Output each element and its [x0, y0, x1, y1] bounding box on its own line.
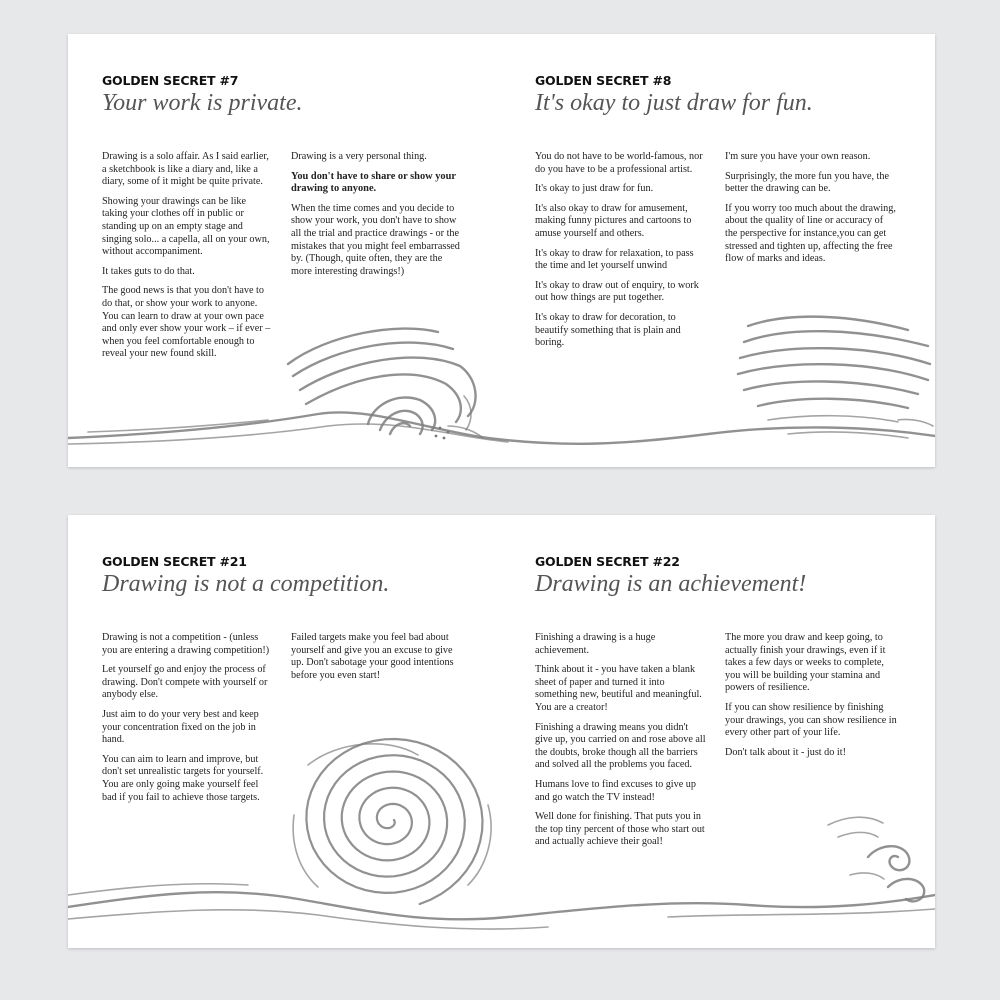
paragraph: If you worry too much about the drawing, about the quality of line or accuracy of the perspective for instance,you can get stressed and tighten up, affecting the free flow of marks and ideas.	[725, 202, 896, 265]
secret-heading: GOLDEN SECRET #7	[102, 73, 239, 88]
paragraph: Let yourself go and enjoy the process of drawing. Don't compete with yourself or anybody else.	[102, 664, 268, 701]
paragraph: Drawing is a very personal thing.	[291, 151, 427, 162]
secret-heading: GOLDEN SECRET #8	[535, 73, 672, 88]
paragraph: It's okay to draw for relaxation, to pass the time and let yourself unwind	[535, 247, 694, 272]
paragraph: It takes guts to do that.	[102, 265, 195, 277]
paragraph: Well done for finishing. That puts you in the top tiny percent of those who start out and actually achieve their goal!	[535, 811, 705, 848]
text-column-left	[535, 632, 707, 856]
paragraph: If you can show resilience by finishing your drawings, you can show resilience in every other part of your life.	[725, 701, 897, 739]
paragraph: Don't talk about it - just do it!	[725, 746, 846, 758]
paragraph: Showing your drawings can be like taking your clothes off in public or standing up on an empty stage and singing solo... a capella, all on your own, without accompaniment.	[102, 195, 270, 258]
paragraph: Humans love to find excuses to give up and go watch the TV instead!	[535, 778, 696, 803]
secret-subtitle: Drawing is an achievement!	[535, 571, 807, 597]
bold-paragraph: You don't have to share or show your drawing to anyone.	[291, 170, 456, 195]
paragraph: Drawing is a solo affair. As I said earlier, a sketchbook is like a diary and, like a diary, some of it might be quite private.	[102, 151, 269, 188]
book-spread-1	[68, 34, 935, 467]
secret-heading: GOLDEN SECRET #21	[102, 554, 247, 569]
secret-heading: GOLDEN SECRET #22	[535, 554, 680, 569]
paragraph: It's also okay to draw for amusement, making funny pictures and cartoons to amuse yourself and others.	[535, 202, 692, 239]
secret-subtitle: It's okay to just draw for fun.	[535, 90, 813, 116]
paragraph: I'm sure you have your own reason.	[725, 151, 871, 162]
paragraph: Just aim to do your very best and keep your concentration fixed on the job in hand.	[102, 708, 259, 746]
text-column-right	[291, 151, 463, 285]
paragraph: You do not have to be world-famous, nor do you have to be a professional artist.	[535, 151, 703, 175]
paragraph: Surprisingly, the more fun you have, the better the drawing can be.	[725, 170, 890, 195]
paragraph: Finishing a drawing means you didn't give up, you carried on and rose above all the doubts, broke though all the barriers and solved all the problems you faced.	[535, 721, 706, 771]
text-column-left	[102, 151, 274, 368]
paragraph: When the time comes and you decide to show your work, you don't have to show all the trial and practice drawings - or the mistakes that you might feel embarrassed by. (Though, quite often, they are the more interesting drawings!)	[291, 202, 460, 277]
paragraph: Failed targets make you feel bad about yourself and give you an excuse to give up. Don't sabotage your good intentions before you even start!	[291, 632, 454, 681]
text-column-right	[725, 632, 897, 766]
text-column-left	[535, 151, 707, 357]
page-golden-secret-7	[68, 34, 502, 467]
text-column-left	[102, 632, 274, 811]
text-column-right	[725, 151, 897, 273]
paragraph: It's okay to draw for decoration, to beautify something that is plain and boring.	[535, 311, 681, 349]
paragraph: Drawing is not a competition - (unless you are entering a drawing competition!)	[102, 632, 270, 656]
paragraph: The good news is that you don't have to do that, or show your work to anyone. You can learn to draw at your own pace and only ever show your work – if ever – when you feel comfortable enough to reveal your new found skill.	[102, 285, 271, 360]
paragraph: The more you draw and keep going, to actually finish your drawings, even if it takes a few days or weeks to complete, you will be building your stamina and powers of resilience.	[725, 632, 886, 694]
secret-subtitle: Your work is private.	[102, 90, 303, 116]
page-golden-secret-22	[501, 515, 935, 948]
page-golden-secret-8	[501, 34, 935, 467]
paragraph: You can aim to learn and improve, but don't set unrealistic targets for yourself. You are only going make yourself feel bad if you fail to achieve those targets.	[102, 753, 264, 803]
paragraph: Think about it - you have taken a blank sheet of paper and turned it into something new, beutiful and meaningful. You are a creator!	[535, 664, 702, 713]
paragraph: It's okay to just draw for fun.	[535, 183, 654, 195]
book-spread-2	[68, 515, 935, 948]
paragraph: Finishing a drawing is a huge achievement.	[535, 632, 656, 656]
text-column-right	[291, 632, 463, 689]
secret-subtitle: Drawing is not a competition.	[102, 571, 390, 597]
page-golden-secret-21	[68, 515, 502, 948]
paragraph: It's okay to draw out of enquiry, to work out how things are put together.	[535, 279, 699, 304]
